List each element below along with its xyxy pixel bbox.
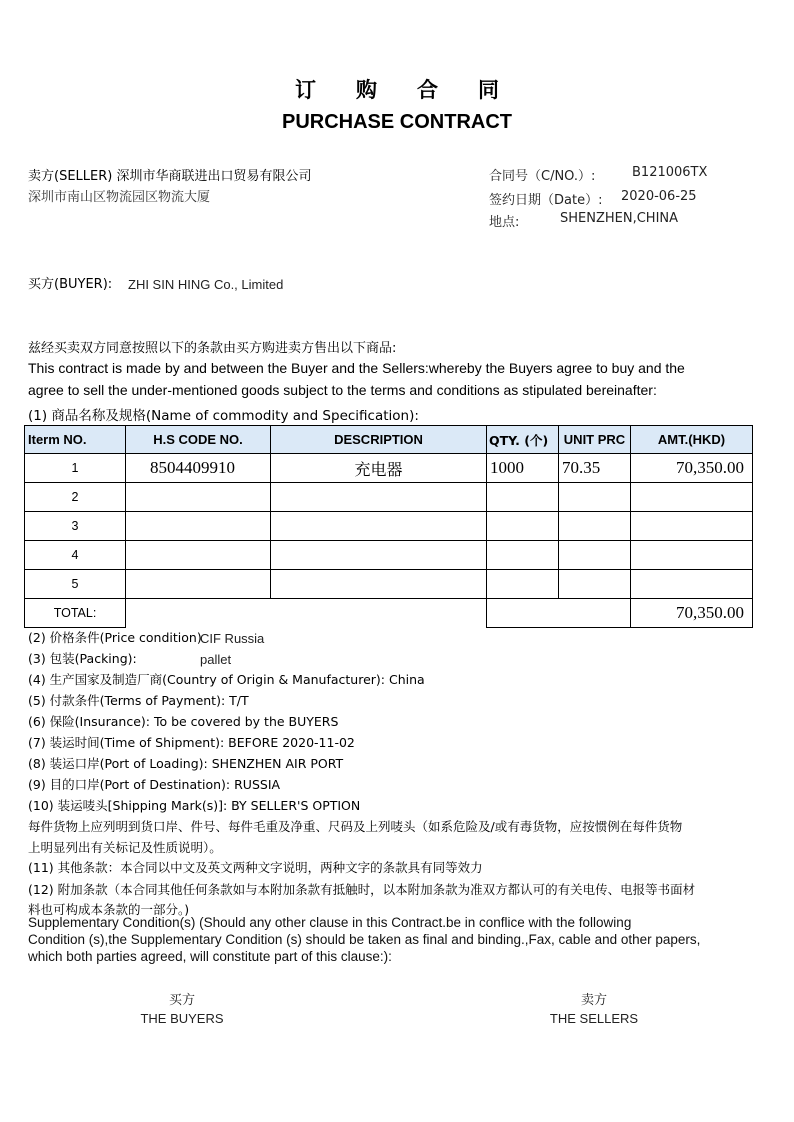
total-label: TOTAL: — [25, 599, 126, 628]
cell-unit-price: 70.35 — [559, 454, 631, 483]
cell-qty — [487, 541, 559, 570]
cell-hs-code — [126, 570, 271, 599]
header-hs-code: H.S CODE NO. — [126, 426, 271, 454]
contract-date-label: 签约日期（Date）: — [489, 193, 603, 208]
cell-amount — [631, 570, 753, 599]
total-row — [25, 599, 753, 628]
price-condition-label: (2) 价格条件(Price condition) — [28, 630, 202, 645]
cell-amount — [631, 541, 753, 570]
table-row — [25, 483, 753, 512]
table-row — [25, 454, 753, 483]
cell-unit-price — [559, 541, 631, 570]
table-header-row — [25, 426, 753, 454]
cell-qty — [487, 512, 559, 541]
seller-label: 卖方(SELLER) — [28, 169, 113, 184]
total-empty-cell — [487, 599, 631, 628]
supplementary-en-line3: which both parties agreed, will constitute part of this clause:): — [28, 949, 392, 964]
contract-place-value: SHENZHEN,CHINA — [560, 211, 679, 226]
cell-amount: 70,350.00 — [631, 454, 753, 483]
cell-item-no: 1 — [25, 454, 126, 483]
shipping-mark: (10) 装运唛头[Shipping Mark(s)]: BY SELLER'S OPTION — [28, 798, 361, 813]
shipping-mark-note-line2: 上明显列出有关标记及性质说明）。 — [28, 840, 222, 855]
header-qty: QTY. (个) — [487, 426, 559, 454]
supplementary-en-line1: Supplementary Condition(s) (Should any other clause in this Contract.be in conflice with the following — [28, 915, 632, 930]
cell-amount — [631, 483, 753, 512]
commodity-label: (1) 商品名称及规格(Name of commodity and Specification): — [28, 408, 419, 424]
cell-qty — [487, 483, 559, 512]
contract-no-value: B121006TX — [632, 165, 708, 180]
total-spacer — [126, 599, 487, 628]
seller-signature-cn: 卖方 — [580, 993, 607, 1008]
cell-amount — [631, 512, 753, 541]
origin: (4) 生产国家及制造厂商(Country of Origin & Manufacturer): China — [28, 672, 425, 687]
goods-table — [24, 425, 753, 628]
contract-date — [489, 189, 697, 208]
supplementary-cn-line2: 料也可构成本条款的一部分。) — [28, 902, 190, 917]
seller-name: 深圳市华商联进出口贸易有限公司 — [116, 169, 312, 184]
contract-place-label: 地点: — [489, 215, 520, 230]
port-of-destination: (9) 目的口岸(Port of Destination): RUSSIA — [28, 777, 281, 792]
cell-unit-price — [559, 512, 631, 541]
cell-description: 充电器 — [271, 454, 487, 483]
cell-qty: 1000 — [487, 454, 559, 483]
buyer-label: 买方(BUYER): — [28, 277, 113, 292]
packing-label: (3) 包装(Packing): — [28, 651, 137, 666]
cell-item-no: 4 — [25, 541, 126, 570]
cell-item-no: 5 — [25, 570, 126, 599]
cell-unit-price — [559, 570, 631, 599]
cell-hs-code: 8504409910 — [126, 454, 271, 483]
cell-description — [271, 483, 487, 512]
packing-value: pallet — [200, 652, 232, 667]
packing — [28, 649, 232, 667]
cell-item-no: 2 — [25, 483, 126, 512]
table-row — [25, 541, 753, 570]
supplementary-cn-line1: (12) 附加条款（本合同其他任何条款如与本附加条款有抵触时，以本附加条款为准双方都认可的有关电传、电报等书面材 — [28, 882, 696, 897]
intro-english-line1: This contract is made by and between the Buyer and the Sellers:whereby the Buyers agree to buy and the — [28, 360, 685, 376]
header-description: DESCRIPTION — [271, 426, 487, 454]
payment-terms: (5) 付款条件(Terms of Payment): T/T — [28, 693, 249, 708]
intro-chinese: 兹经买卖双方同意按照以下的条款由买方购进卖方售出以下商品: — [28, 341, 397, 356]
header-amount: AMT.(HKD) — [631, 426, 753, 454]
contract-no — [489, 165, 708, 184]
other-terms: (11) 其他条款：本合同以中文及英文两种文字说明，两种文字的条款具有同等效力 — [28, 860, 483, 875]
table-row — [25, 512, 753, 541]
supplementary-en-line2: Condition (s),the Supplementary Condition (s) should be taken as final and binding.,Fax, cable and other papers, — [28, 932, 701, 947]
buyer-signature-en: THE BUYERS — [140, 1011, 224, 1026]
shipping-mark-note-line1: 每件货物上应列明到货口岸、件号、每件毛重及净重、尺码及上列唛头（如系危险及/或有毒货物，应按惯例在每件货物 — [28, 819, 683, 834]
price-condition — [28, 628, 265, 646]
table-row — [25, 570, 753, 599]
cell-hs-code — [126, 512, 271, 541]
title-chinese: 订购合同 — [295, 78, 539, 102]
shipment-time: (7) 装运时间(Time of Shipment): BEFORE 2020-11-02 — [28, 735, 355, 750]
cell-item-no: 3 — [25, 512, 126, 541]
cell-hs-code — [126, 483, 271, 512]
seller-address: 深圳市南山区物流园区物流大厦 — [28, 190, 211, 205]
title-english: PURCHASE CONTRACT — [282, 111, 512, 133]
header-item-no: Iterm NO. — [25, 426, 126, 454]
cell-description — [271, 570, 487, 599]
cell-unit-price — [559, 483, 631, 512]
seller-signature-en: THE SELLERS — [549, 1011, 639, 1026]
intro-english-line2: agree to sell the under-mentioned goods subject to the terms and conditions as stipulated bereinafter: — [28, 382, 657, 398]
cell-description — [271, 541, 487, 570]
cell-description — [271, 512, 487, 541]
cell-hs-code — [126, 541, 271, 570]
cell-qty — [487, 570, 559, 599]
header-unit-price: UNIT PRC — [559, 426, 631, 454]
contract-no-label: 合同号（C/NO.）: — [489, 169, 596, 184]
contract-place — [489, 211, 679, 230]
buyer-name: ZHI SIN HING Co., Limited — [128, 277, 284, 292]
price-condition-value: CIF Russia — [200, 631, 265, 646]
port-of-loading: (8) 装运口岸(Port of Loading): SHENZHEN AIR PORT — [28, 756, 344, 771]
buyer-signature-cn: 买方 — [168, 993, 195, 1008]
seller-line — [28, 165, 312, 184]
total-value: 70,350.00 — [631, 599, 753, 628]
insurance: (6) 保险(Insurance): To be covered by the BUYERS — [28, 714, 339, 729]
contract-date-value: 2020-06-25 — [621, 189, 697, 204]
